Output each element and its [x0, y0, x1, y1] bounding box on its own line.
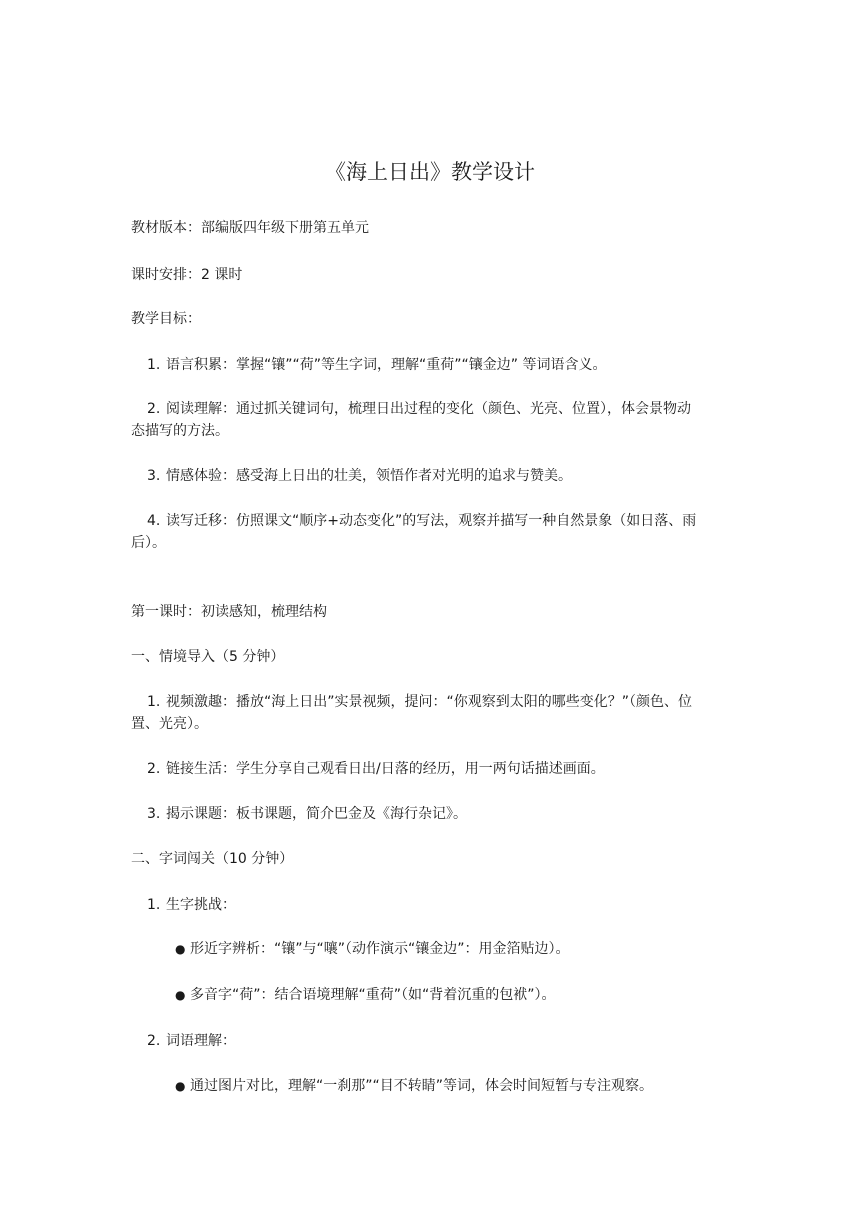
section2-item-number: 1. — [147, 897, 161, 913]
bullet-text: 形近字辨析：“镶”与“嚷”（动作演示“镶金边”：用金箔贴边）。 — [190, 941, 570, 957]
bullet-icon: ● — [175, 942, 186, 956]
edition-line: 教材版本：部编版四年级下册第五单元 — [131, 220, 369, 236]
section1-item-text: 揭示课题：板书课题，简介巴金及《海行杂记》。 — [166, 806, 467, 822]
goal-number: 3. — [147, 468, 161, 484]
goal-number: 1. — [147, 357, 161, 373]
section1-heading: 一、情境导入（5 分钟） — [131, 649, 285, 665]
section1-item-number: 1. — [147, 694, 161, 710]
section2-heading: 二、字词闯关（10 分钟） — [131, 851, 294, 867]
bullet-icon: ● — [175, 1079, 186, 1093]
section1-item-text: 链接生活：学生分享自己观看日出/日落的经历，用一两句话描述画面。 — [166, 761, 605, 777]
goal-text-line2: 后）。 — [131, 535, 166, 551]
bullet-text: 多音字“荷”：结合语境理解“重荷”（如“背着沉重的包袱”）。 — [190, 987, 556, 1003]
page-title: 《海上日出》教学设计 — [325, 160, 535, 184]
bullet-text: 通过图片对比，理解“一刹那”“目不转睛”等词，体会时间短暂与专注观察。 — [190, 1078, 654, 1094]
goal-number: 4. — [147, 513, 161, 529]
section1-item-line1: 视频激趣：播放“海上日出”实景视频，提问：“你观察到太阳的哪些变化？”（颜色、位 — [166, 694, 693, 710]
goal-text: 情感体验：感受海上日出的壮美，领悟作者对光明的追求与赞美。 — [166, 468, 572, 484]
goal-text-line2: 态描写的方法。 — [131, 423, 229, 439]
goal-number: 2. — [147, 401, 161, 417]
lesson1-heading: 第一课时：初读感知，梳理结构 — [131, 604, 327, 620]
schedule-line: 课时安排：2 课时 — [131, 267, 243, 283]
section2-item-number: 2. — [147, 1033, 161, 1049]
goal-text-line1: 读写迁移：仿照课文“顺序+动态变化”的写法，观察并描写一种自然景象（如日落、雨 — [166, 513, 697, 529]
goal-text: 语言积累：掌握“镶”“荷”等生字词，理解“重荷”“镶金边” 等词语含义。 — [166, 357, 607, 373]
goals-heading: 教学目标： — [131, 311, 201, 327]
goal-text-line1: 阅读理解：通过抓关键词句，梳理日出过程的变化（颜色、光亮、位置），体会景物动 — [166, 401, 691, 417]
section1-item-line2: 置、光亮）。 — [131, 716, 208, 732]
section1-item-number: 3. — [147, 806, 161, 822]
section2-item-text: 词语理解： — [166, 1033, 236, 1049]
bullet-icon: ● — [175, 988, 186, 1002]
section2-item-text: 生字挑战： — [166, 897, 236, 913]
section1-item-number: 2. — [147, 761, 161, 777]
